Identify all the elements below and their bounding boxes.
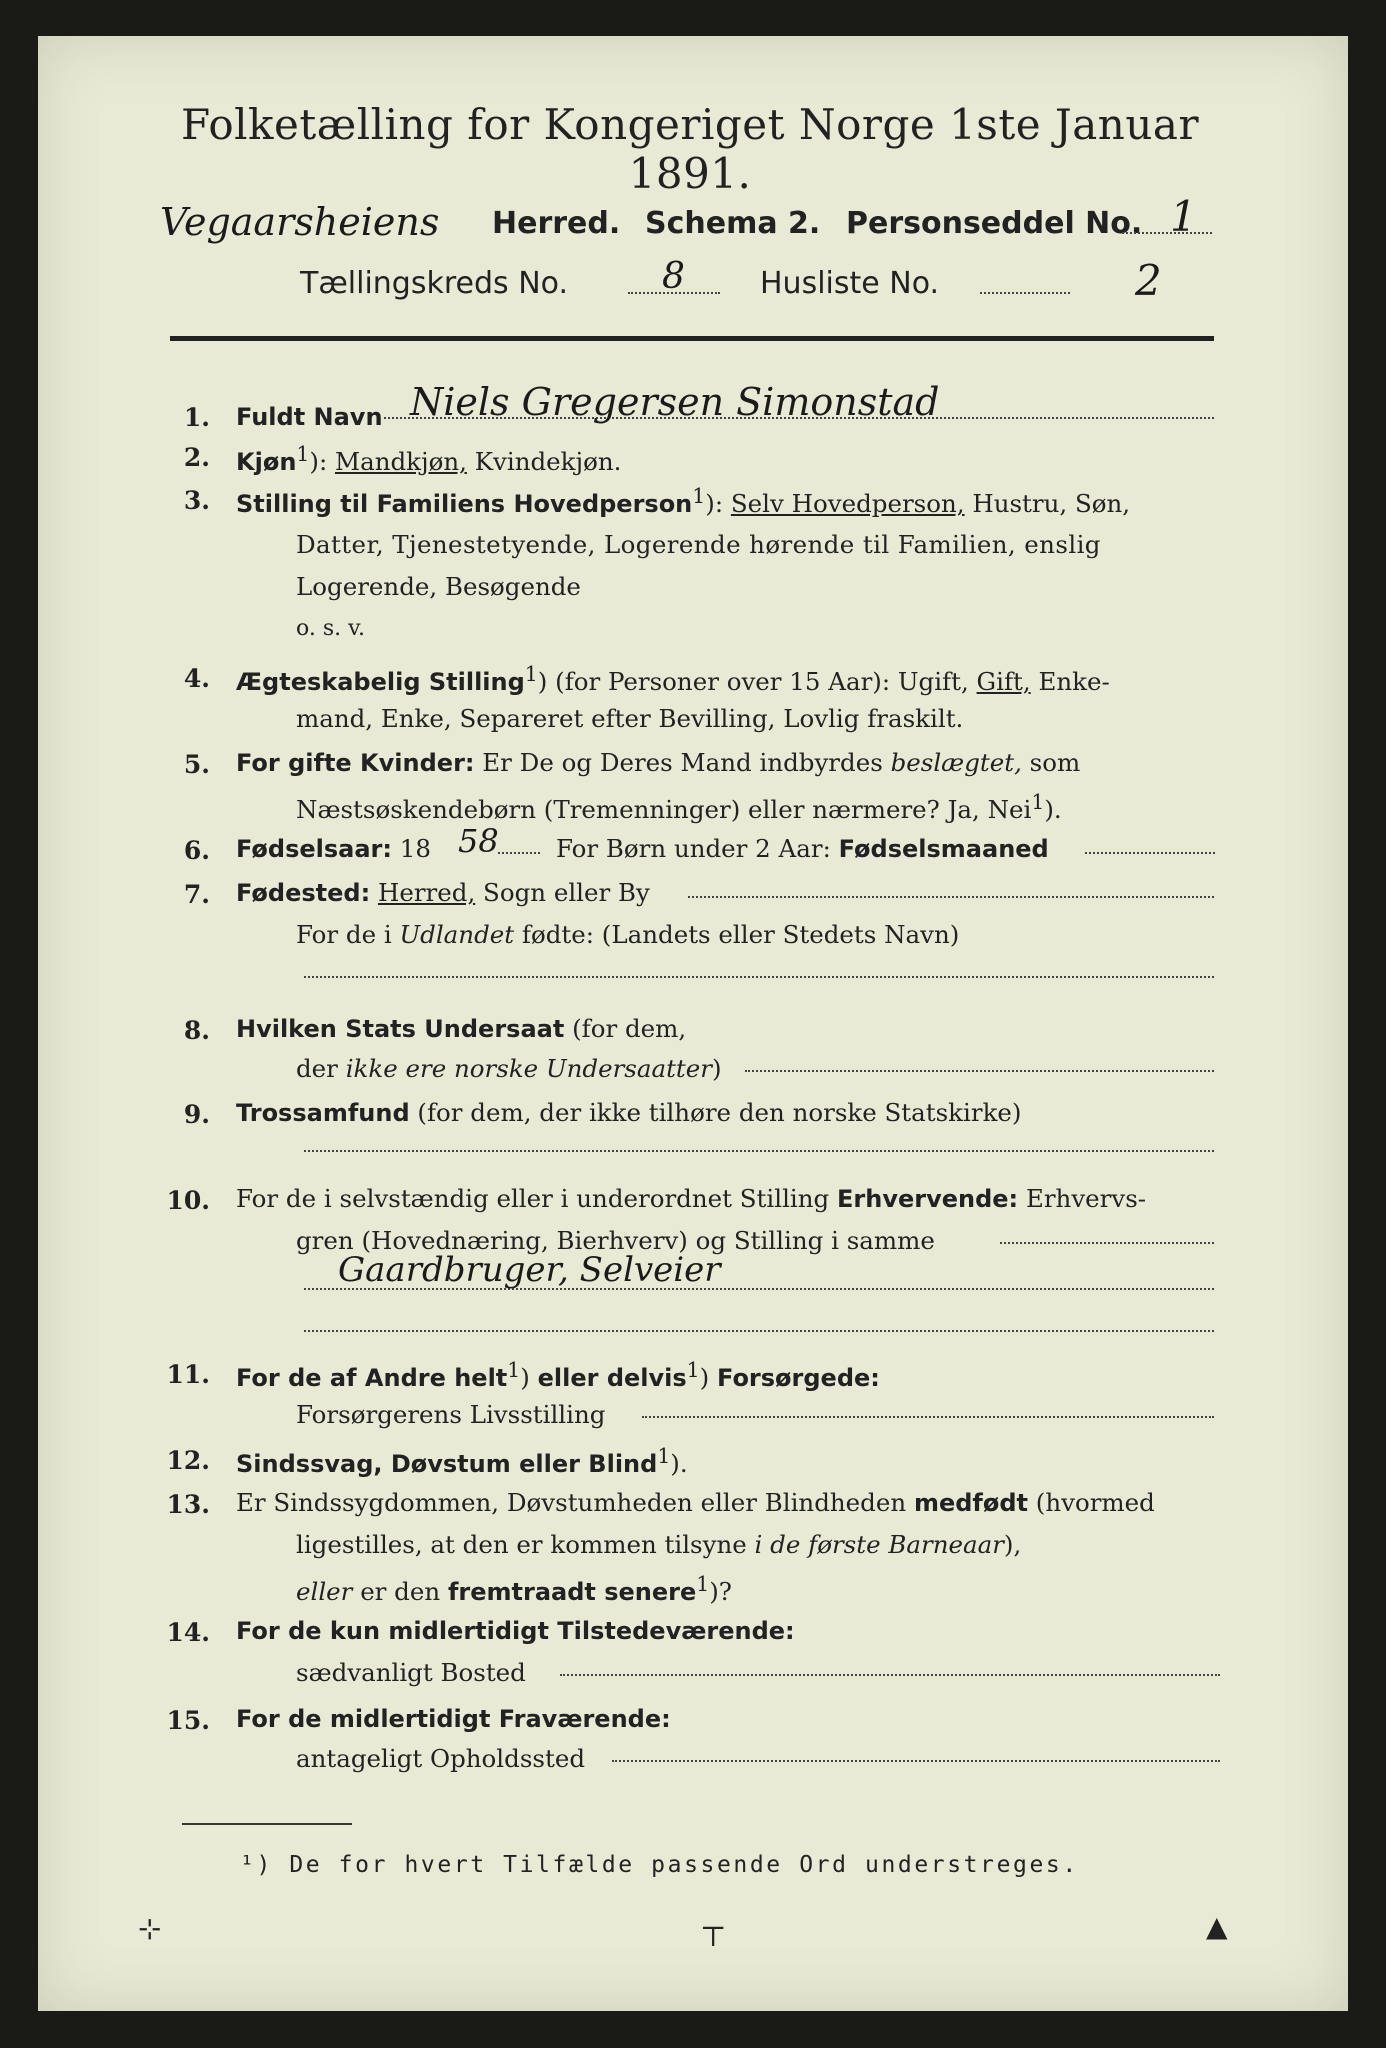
provider-dots	[642, 1416, 1214, 1418]
kreds-value: 8	[662, 256, 685, 297]
herred-value: Vegaarsheiens	[160, 200, 440, 244]
form-title: Folketælling for Kongeriget Norge 1ste Januar 1891.	[180, 100, 1200, 198]
item-number: 11.	[166, 1360, 210, 1389]
occupation-value: Gaardbruger, Selveier	[338, 1250, 721, 1290]
item-number: 9.	[183, 1100, 210, 1129]
item-3-line2: Datter, Tjenestetyende, Logerende hørende til Familien, enslig	[296, 530, 1101, 559]
item-8-row: Hvilken Stats Undersaat (for dem,	[236, 1014, 687, 1043]
item-number: 6.	[183, 836, 210, 865]
item-7-row: Fødested: Herred, Sogn eller By	[236, 878, 650, 907]
header-rule	[170, 336, 1214, 341]
item-15-row: For de midlertidigt Fraværende:	[236, 1705, 671, 1733]
item-10-row: For de i selvstændig eller i underordnet Stilling Erhvervende: Erhvervs-	[236, 1184, 1147, 1213]
footnote: ¹) De for hvert Tilfælde passende Ord understreges.	[240, 1852, 1079, 1878]
item-13-line2: ligestilles, at den er kommen tilsyne i de første Barneaar),	[296, 1530, 1022, 1559]
birthplace-dots	[688, 896, 1214, 898]
personseddel-value: 1	[1170, 192, 1197, 241]
item-number: 15.	[166, 1706, 210, 1735]
item-number: 4.	[183, 664, 210, 693]
herred-label: Herred.	[492, 206, 621, 241]
month-dots	[1085, 852, 1215, 854]
item-number: 5.	[183, 750, 210, 779]
item-6-months: For Børn under 2 Aar: Fødselsmaaned	[556, 834, 1049, 863]
husliste-dots	[980, 292, 1070, 294]
footnote-rule	[182, 1823, 352, 1825]
item-number: 14.	[166, 1618, 210, 1647]
foreign-dots	[304, 976, 1214, 978]
item-5-row: For gifte Kvinder: Er De og Deres Mand indbyrdes beslægtet, som	[236, 748, 1081, 777]
item-4-line2: mand, Enke, Separeret efter Bevilling, Lovlig fraskilt.	[296, 704, 964, 733]
occupation-dots-1	[1000, 1242, 1214, 1244]
item-8-line2: der ikke ere norske Undersaatter)	[296, 1054, 722, 1083]
husliste-label: Husliste No.	[760, 266, 940, 301]
item-14-line2: sædvanligt Bosted	[296, 1658, 526, 1687]
birth-year-dots	[498, 852, 540, 854]
item-11-row: For de af Andre helt$^1$) eller delvis$^1$) Forsørgede:	[236, 1358, 880, 1393]
item-number: 8.	[183, 1016, 210, 1045]
item-4-row: Ægteskabelig Stilling$^1$) (for Personer over 15 Aar): Ugift, Gift, Enke-	[236, 662, 1110, 697]
husliste-value: 2	[1135, 256, 1162, 305]
kreds-label: Tællingskreds No.	[300, 266, 568, 301]
item-1-row: Fuldt Navn	[236, 403, 383, 431]
item-number: 12.	[166, 1446, 210, 1475]
corner-mark-icon: ▲	[1206, 1910, 1228, 1943]
item-number: 3.	[183, 486, 210, 515]
item-11-line2: Forsørgerens Livsstilling	[296, 1400, 606, 1429]
item-3-row: Stilling til Familiens Hovedperson$^1$): Selv Hovedperson, Hustru, Søn,	[236, 484, 1131, 519]
item-10-line2: gren (Hovednæring, Bierhverv) og Stilling i samme	[296, 1226, 935, 1255]
stay-dots	[612, 1760, 1220, 1762]
item-2-row: Kjøn$^1$): Mandkjøn, Kvindekjøn.	[236, 442, 622, 477]
item-number: 13.	[166, 1490, 210, 1519]
religion-dots	[304, 1150, 1214, 1152]
birth-year-value: 58	[458, 822, 499, 860]
name-value: Niels Gregersen Simonstad	[410, 380, 940, 424]
schema-label: Schema 2.	[645, 206, 821, 241]
item-3-line4: o. s. v.	[296, 616, 365, 641]
personseddel-label: Personseddel No.	[846, 206, 1143, 241]
item-number: 10.	[166, 1186, 210, 1215]
item-number: 7.	[183, 880, 210, 909]
item-6-row: Fødselsaar: 18	[236, 834, 431, 863]
item-15-line2: antageligt Opholdssted	[296, 1744, 585, 1773]
item-13-row: Er Sindssygdommen, Døvstumheden eller Blindheden medfødt (hvormed	[236, 1488, 1155, 1517]
corner-mark-icon: ⊹	[138, 1912, 162, 1945]
item-7-line2: For de i Udlandet fødte: (Landets eller Stedets Navn)	[296, 920, 960, 949]
item-14-row: For de kun midlertidigt Tilstedeværende:	[236, 1617, 795, 1645]
item-9-row: Trossamfund (for dem, der ikke tilhøre den norske Statskirke)	[236, 1098, 1022, 1127]
nationality-dots	[745, 1070, 1214, 1072]
item-13-line3: eller er den fremtraadt senere$^1$)?	[296, 1572, 732, 1607]
item-5-line2: Næstsøskendebørn (Tremenninger) eller nærmere? Ja, Nei$^1$).	[296, 790, 1062, 825]
residence-dots	[560, 1674, 1220, 1676]
occupation-dots-3	[304, 1330, 1214, 1332]
item-number: 2.	[183, 443, 210, 472]
item-12-row: Sindssvag, Døvstum eller Blind$^1$).	[236, 1444, 688, 1479]
item-number: 1.	[183, 403, 210, 432]
personseddel-dots	[1122, 232, 1212, 234]
center-mark-icon: ⊤	[700, 1920, 727, 1953]
item-3-line3: Logerende, Besøgende	[296, 572, 581, 601]
census-form-page	[38, 36, 1348, 2011]
